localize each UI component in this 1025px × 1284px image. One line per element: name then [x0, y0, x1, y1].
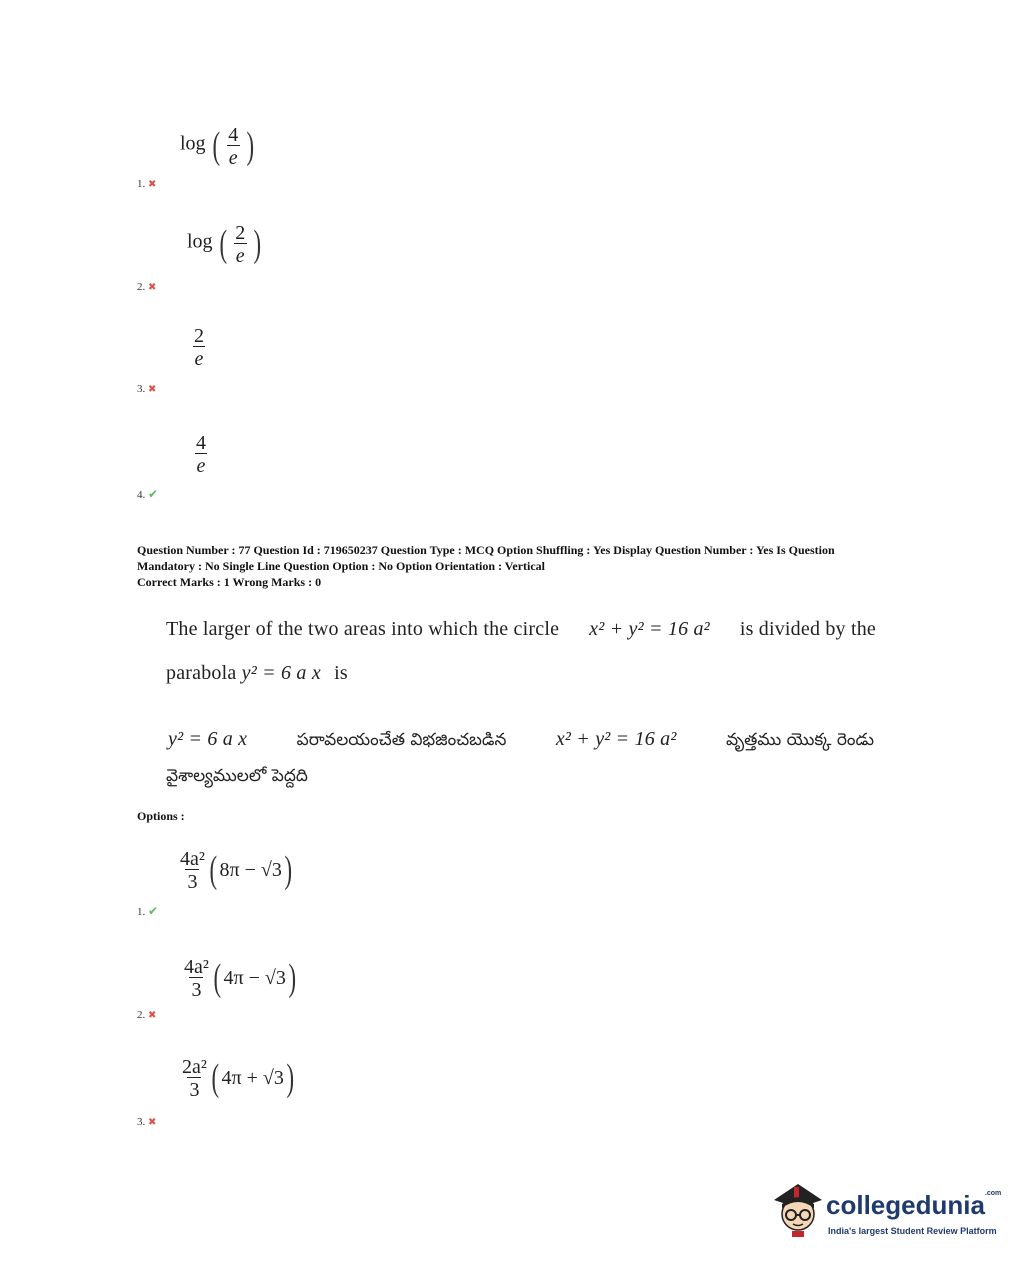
prev-option-1[interactable]: 1. ✖	[137, 178, 157, 190]
collegedunia-logo[interactable]	[768, 1176, 1002, 1246]
question-text-english-line-1: The larger of the two areas into which the circle x² + y² = 16 a² is divided by the	[166, 618, 876, 640]
option-3-expression: $\frac{\text{2a²}}{3}$ ( 4π + √3 )	[182, 1055, 295, 1101]
question-text-telugu-line-2: వైశాల్యములలో పెద్దది	[166, 766, 308, 786]
circle-equation: x² + y² = 16 a²	[589, 618, 710, 640]
option-1[interactable]: 1. ✔	[137, 904, 159, 918]
option-2[interactable]: 2. ✖	[137, 1009, 157, 1021]
question-meta-line-1: Question Number : 77 Question Id : 719650237 Question Type : MCQ Option Shuffling : Yes Display Question Number : Yes Is Question	[137, 543, 835, 557]
prev-option-2[interactable]: 2. ✖	[137, 281, 157, 293]
check-icon: ✔	[148, 487, 159, 501]
wrong-icon: ✖	[148, 1010, 157, 1021]
logo-tagline: India's largest Student Review Platform	[828, 1226, 997, 1236]
parabola-equation-telugu: y² = 6 a x	[168, 728, 248, 750]
option-3[interactable]: 3. ✖	[137, 1116, 157, 1128]
mascot-icon	[768, 1178, 826, 1240]
prev-option-3[interactable]: 3. ✖	[137, 383, 157, 395]
options-label: Options :	[137, 809, 185, 823]
question-meta-line-2: Mandatory : No Single Line Question Option : No Option Orientation : Vertical	[137, 559, 546, 573]
question-meta-line-3: Correct Marks : 1 Wrong Marks : 0	[137, 575, 322, 589]
wrong-icon: ✖	[148, 384, 157, 395]
option-2-expression: $\frac{\text{4a²}}{3}$ ( 4π − √3 )	[184, 955, 297, 1001]
prev-option-4-expression: $\frac{4}{e}$	[196, 432, 206, 477]
question-meta	[137, 542, 907, 590]
logo-name: collegedunia	[826, 1190, 985, 1220]
prev-option-2-expression: log ( $\frac{2}{e}$ )	[187, 221, 262, 267]
question-text-english-line-2: parabola y² = 6 a x is	[166, 662, 348, 684]
prev-option-1-expression: log ( $\frac{4}{e}$ )	[180, 123, 255, 169]
prev-option-3-expression: $\frac{2}{e}$	[194, 325, 204, 370]
wrong-icon: ✖	[148, 179, 157, 190]
option-1-expression: $\frac{\text{4a²}}{3}$ ( 8π − √3 )	[180, 847, 293, 893]
check-icon: ✔	[148, 904, 159, 918]
logo-suffix: .com	[984, 1190, 1002, 1197]
circle-equation-telugu: x² + y² = 16 a²	[555, 728, 677, 750]
wrong-icon: ✖	[148, 1117, 157, 1128]
prev-option-4[interactable]: 4. ✔	[137, 487, 159, 501]
question-text-telugu-line-1: y² = 6 a x పరావలయంచేత విభజించబడిన x² + y² = 16 a² వృత్తము యొక్క రెండు	[168, 728, 874, 750]
wrong-icon: ✖	[148, 282, 157, 293]
parabola-equation: y² = 6 a x	[241, 662, 321, 684]
